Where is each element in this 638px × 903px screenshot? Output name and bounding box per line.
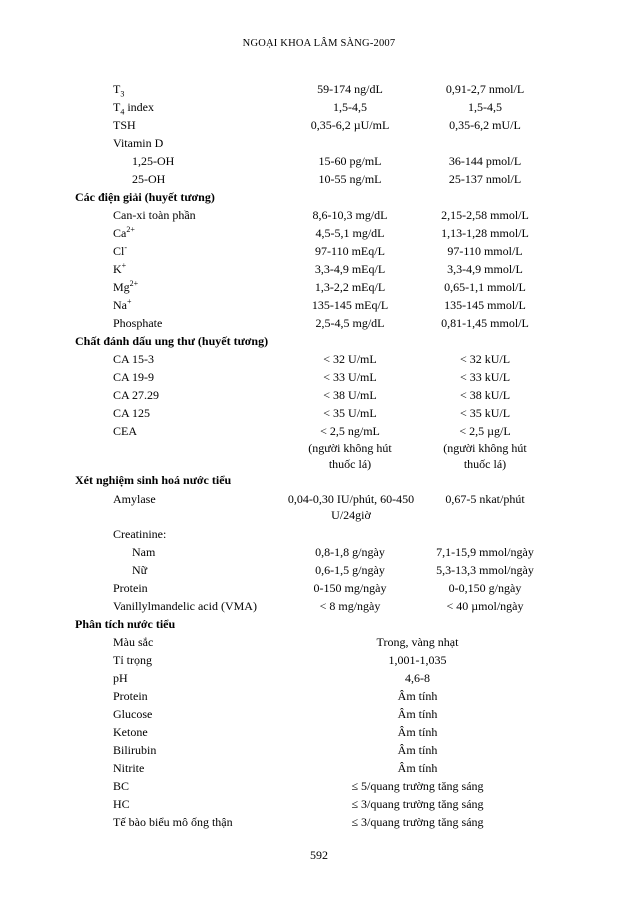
table-row [0,707,638,724]
conventional-range: < 33 U/mL [323,370,377,384]
table-row [0,280,638,297]
table-row [0,226,638,243]
si-range: 0,81-1,45 mmol/L [441,316,529,330]
conventional-range: 1,3-2,2 mEq/L [314,280,386,294]
section-heading-urinalysis: Phân tích nước tiểu [75,617,176,631]
si-range: 5,3-13,3 mmol/ngày [436,563,534,577]
test-name: Nữ [132,563,148,577]
table-row [0,316,638,333]
conventional-range: < 38 U/mL [323,388,377,402]
si-range: 0,35-6,2 mU/L [449,118,521,132]
test-name: Nam [132,545,156,559]
si-range: < 40 µmol/ngày [446,599,524,613]
test-name: $Mg^{2+}$ [113,279,139,294]
table-row [0,599,638,616]
table-row-25-oh [0,172,638,189]
test-name: TSH [113,118,136,132]
si-range: < 35 kU/L [459,406,511,420]
normal-value: Âm tính [397,725,438,739]
normal-value: Âm tính [397,761,438,775]
table-row-cea-note [0,440,638,472]
test-name: HC [113,797,130,811]
test-name: Na+ [113,297,132,312]
si-range: 36-144 pmol/L [448,154,522,168]
table-row [0,725,638,742]
test-name: pH [113,671,128,685]
conventional-range: 3,3-4,9 mEq/L [314,262,386,276]
table-row-1-25-oh [0,154,638,171]
test-name: Màu sắc [113,635,154,649]
si-range: < 32 kU/L [459,352,511,366]
test-name: Tế bào biểu mô ống thận [113,815,233,829]
normal-value: ≤ 3/quang trường tăng sáng [351,815,484,829]
conventional-range: 8,6-10,3 mg/dL [312,208,388,222]
test-name: Creatinine: [113,527,167,541]
table-row [0,244,638,261]
table-row-amylase [0,491,638,523]
test-name: 1,25-OH [132,154,175,168]
table-row-creatinine [0,527,638,544]
conventional-range: 2,5-4,5 mg/dL [315,316,385,330]
table-row [0,424,638,441]
table-row [0,743,638,760]
conventional-range: 0-150 mg/ngày [313,581,387,595]
test-name: Ketone [113,725,148,739]
conventional-range: 10-55 ng/mL [318,172,382,186]
test-name: $T_4$ index [113,100,155,117]
table-row [0,262,638,279]
conventional-range: 0,6-1,5 g/ngày [315,563,385,577]
table-row [0,581,638,598]
conventional-range: 0,04-0,30 IU/phút, 60-450 U/24giờ [287,492,415,522]
table-row-t4-index [0,100,638,117]
test-name: $T_3$ [113,82,125,99]
table-row [0,388,638,405]
conventional-range: < 2,5 ng/mL [320,424,380,438]
test-name: CEA [113,424,137,438]
test-name: BC [113,779,130,793]
si-range: < 33 kU/L [459,370,511,384]
normal-value: ≤ 3/quang trường tăng sáng [351,797,484,811]
test-name: Tỉ trọng [113,653,152,667]
normal-value: Âm tính [397,743,438,757]
si-range: < 38 kU/L [459,388,511,402]
normal-value: Trong, vàng nhạt [376,635,459,649]
conventional-range: 0,35-6,2 µU/mL [310,118,390,132]
section-heading-tumor-markers: Chất đánh dấu ung thư (huyết tương) [75,334,269,348]
normal-value: Âm tính [397,689,438,703]
page-number: 592 [310,848,328,862]
conventional-range: 59-174 ng/dL [317,82,383,96]
table-row [0,689,638,706]
table-row [0,563,638,580]
normal-value: Âm tính [397,707,438,721]
test-name: Protein [113,689,148,703]
table-row-t3 [0,82,638,99]
normal-value: 1,001-1,035 [388,653,447,667]
test-name: Phosphate [113,316,163,330]
si-range: 2,15-2,58 mmol/L [441,208,529,222]
table-row [0,815,638,832]
si-note: (người không hút thuốc lá) [443,441,527,471]
test-name: CA 27.29 [113,388,160,402]
test-name: Vanillylmandelic acid (VMA) [113,599,257,613]
si-range: 25-137 nmol/L [448,172,522,186]
table-row [0,406,638,423]
si-range: 97-110 mmol/L [447,244,523,258]
table-row [0,761,638,778]
conventional-range: 0,8-1,8 g/ngày [315,545,385,559]
table-row [0,298,638,315]
section-heading-urine-biochem: Xét nghiệm sinh hoá nước tiểu [75,473,232,487]
table-row [0,779,638,796]
test-name: 25-OH [132,172,166,186]
si-range: 1,13-1,28 mmol/L [441,226,529,240]
test-name: $Ca^{2+}$ [113,225,135,240]
test-name: Bilirubin [113,743,157,757]
si-range: 0,65-1,1 mmol/L [444,280,526,294]
conventional-range: < 8 mg/ngày [319,599,381,613]
si-range: 135-145 mmol/L [444,298,526,312]
test-name: Amylase [113,492,156,506]
test-name: K+ [113,261,127,276]
conventional-range: 15-60 pg/mL [318,154,382,168]
test-name: Glucose [113,707,153,721]
table-row-vitamin-d [0,136,638,153]
table-row-tsh [0,118,638,135]
si-range: 0-0,150 g/ngày [448,581,522,595]
table-row [0,797,638,814]
running-header: NGOẠI KHOA LÂM SÀNG-2007 [242,38,396,49]
table-row [0,653,638,670]
conventional-range: 1,5-4,5 [333,100,367,114]
table-row [0,208,638,225]
conventional-range: 4,5-5,1 mg/dL [315,226,385,240]
test-name: Nitrite [113,761,145,775]
normal-value: ≤ 5/quang trường tăng sáng [351,779,484,793]
test-name: CA 125 [113,406,151,420]
conventional-note: (người không hút thuốc lá) [308,441,392,471]
conventional-range: < 35 U/mL [323,406,377,420]
section-heading-electrolytes: Các điện giải (huyết tương) [75,190,215,204]
test-name: CA 19-9 [113,370,155,384]
normal-value: 4,6-8 [405,671,430,685]
si-range: 0,67-5 nkat/phút [445,492,525,506]
si-range: 0,91-2,7 nmol/L [445,82,525,96]
conventional-range: < 32 U/mL [323,352,377,366]
conventional-range: 135-145 mEq/L [311,298,389,312]
conventional-range: 97-110 mEq/L [315,244,385,258]
table-row [0,545,638,562]
table-row [0,352,638,369]
test-name: Vitamin D [113,136,164,150]
si-range: 3,3-4,9 mmol/L [447,262,523,276]
test-name: Can-xi toàn phần [113,208,196,222]
si-range: < 2,5 µg/L [459,424,511,438]
test-name: CA 15-3 [113,352,155,366]
test-name: Cl- [113,243,128,258]
si-range: 1,5-4,5 [468,100,502,114]
table-row [0,370,638,387]
si-range: 7,1-15,9 mmol/ngày [436,545,534,559]
table-row [0,671,638,688]
test-name: Protein [113,581,148,595]
table-row [0,635,638,652]
